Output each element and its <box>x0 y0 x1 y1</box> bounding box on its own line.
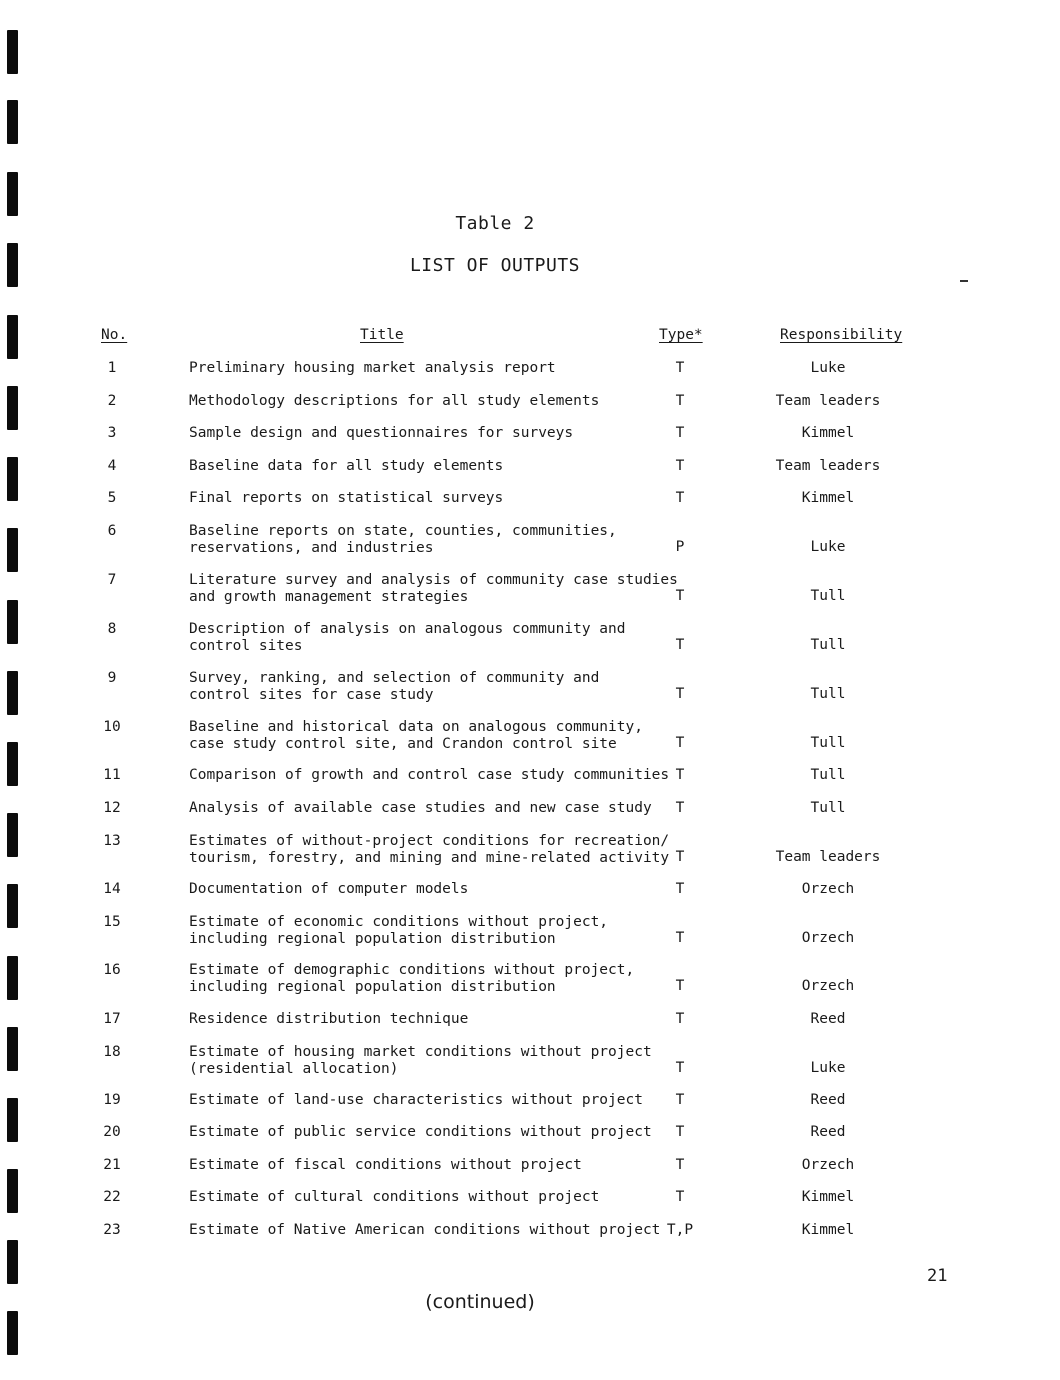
row-title: Comparison of growth and control case study communities <box>189 767 670 783</box>
row-type: T <box>675 800 685 816</box>
column-header-type: Type* <box>659 327 703 343</box>
row-number: 11 <box>103 767 121 783</box>
row-number: 4 <box>107 458 117 474</box>
row-responsibility: Orzech <box>801 1157 855 1173</box>
row-responsibility: Kimmel <box>801 1189 855 1205</box>
row-title: Documentation of computer models <box>189 881 469 897</box>
row-title: Estimate of fiscal conditions without project <box>189 1157 582 1173</box>
row-number: 18 <box>103 1044 121 1060</box>
row-type: T <box>675 490 685 506</box>
row-type: T <box>675 1011 685 1027</box>
row-type: T <box>675 978 685 994</box>
row-type: T <box>675 767 685 783</box>
row-title: Analysis of available case studies and new case study <box>189 800 652 816</box>
row-type: T <box>675 458 685 474</box>
row-number: 9 <box>107 670 117 686</box>
row-type: T <box>675 881 685 897</box>
row-type: T <box>675 360 685 376</box>
row-number: 6 <box>107 523 117 539</box>
row-title: Survey, ranking, and selection of community and control sites for case study <box>189 670 600 703</box>
row-responsibility: Tull <box>810 800 846 816</box>
row-responsibility: Tull <box>810 767 846 783</box>
row-responsibility: Luke <box>810 360 846 376</box>
table-label: Table 2 <box>455 213 535 234</box>
row-responsibility: Tull <box>810 637 846 653</box>
row-responsibility: Reed <box>810 1124 846 1140</box>
row-title: Preliminary housing market analysis report <box>189 360 556 376</box>
row-title: Estimate of housing market conditions without project (residential allocation) <box>189 1044 652 1077</box>
row-responsibility: Kimmel <box>801 425 855 441</box>
row-responsibility: Reed <box>810 1011 846 1027</box>
row-number: 12 <box>103 800 121 816</box>
row-number: 21 <box>103 1157 121 1173</box>
row-responsibility: Tull <box>810 686 846 702</box>
column-header-no: No. <box>101 327 128 343</box>
row-responsibility: Luke <box>810 1060 846 1076</box>
binding-marks <box>0 0 40 1380</box>
row-title: Description of analysis on analogous community and control sites <box>189 621 626 654</box>
row-number: 2 <box>107 393 117 409</box>
row-title: Estimate of economic conditions without project, including regional population distribution <box>189 914 609 947</box>
row-title: Estimates of without-project conditions for recreation/ tourism, forestry, and mining and mine-related activity <box>189 833 670 866</box>
row-responsibility: Reed <box>810 1092 846 1108</box>
row-type: T <box>675 1157 685 1173</box>
row-title: Baseline and historical data on analogous community, case study control site, and Crandon control site <box>189 719 643 752</box>
row-number: 5 <box>107 490 117 506</box>
row-title: Estimate of Native American conditions without project <box>189 1222 661 1238</box>
row-title: Final reports on statistical surveys <box>189 490 504 506</box>
row-responsibility: Team leaders <box>775 393 881 409</box>
row-number: 15 <box>103 914 121 930</box>
row-type: T <box>675 1189 685 1205</box>
row-title: Estimate of land-use characteristics without project <box>189 1092 643 1108</box>
column-header-title: Title <box>360 327 404 343</box>
row-type: T <box>675 425 685 441</box>
row-type: T,P <box>666 1222 694 1238</box>
row-number: 3 <box>107 425 117 441</box>
row-type: P <box>675 539 685 555</box>
row-number: 19 <box>103 1092 121 1108</box>
row-title: Residence distribution technique <box>189 1011 469 1027</box>
row-title: Baseline data for all study elements <box>189 458 504 474</box>
row-type: T <box>675 1060 685 1076</box>
row-title: Sample design and questionnaires for surveys <box>189 425 574 441</box>
row-responsibility: Luke <box>810 539 846 555</box>
row-type: T <box>675 588 685 604</box>
row-responsibility: Orzech <box>801 978 855 994</box>
row-title: Estimate of cultural conditions without project <box>189 1189 600 1205</box>
continued-note: (continued) <box>425 1291 535 1313</box>
row-type: T <box>675 393 685 409</box>
row-title: Estimate of public service conditions without project <box>189 1124 652 1140</box>
row-title: Methodology descriptions for all study elements <box>189 393 600 409</box>
row-number: 7 <box>107 572 117 588</box>
column-header-responsibility: Responsibility <box>780 327 903 343</box>
row-title: Estimate of demographic conditions without project, including regional population distribution <box>189 962 635 995</box>
row-responsibility: Team leaders <box>775 458 881 474</box>
table-title: LIST OF OUTPUTS <box>409 255 581 276</box>
row-responsibility: Team leaders <box>775 849 881 865</box>
row-number: 14 <box>103 881 121 897</box>
row-number: 16 <box>103 962 121 978</box>
row-responsibility: Tull <box>810 735 846 751</box>
row-number: 20 <box>103 1124 121 1140</box>
row-type: T <box>675 735 685 751</box>
row-type: T <box>675 637 685 653</box>
row-number: 13 <box>103 833 121 849</box>
row-type: T <box>675 930 685 946</box>
row-responsibility: Orzech <box>801 881 855 897</box>
row-number: 17 <box>103 1011 121 1027</box>
row-number: 1 <box>107 360 117 376</box>
row-type: T <box>675 1092 685 1108</box>
row-number: 8 <box>107 621 117 637</box>
stray-mark <box>960 280 968 282</box>
row-responsibility: Kimmel <box>801 490 855 506</box>
row-responsibility: Orzech <box>801 930 855 946</box>
page-number: 21 <box>927 1266 948 1286</box>
row-type: T <box>675 686 685 702</box>
row-type: T <box>675 1124 685 1140</box>
row-title: Literature survey and analysis of community case studies and growth management strategies <box>189 572 678 605</box>
row-number: 22 <box>103 1189 121 1205</box>
row-responsibility: Kimmel <box>801 1222 855 1238</box>
row-number: 10 <box>103 719 121 735</box>
row-type: T <box>675 849 685 865</box>
row-responsibility: Tull <box>810 588 846 604</box>
row-title: Baseline reports on state, counties, communities, reservations, and industries <box>189 523 617 556</box>
row-number: 23 <box>103 1222 121 1238</box>
